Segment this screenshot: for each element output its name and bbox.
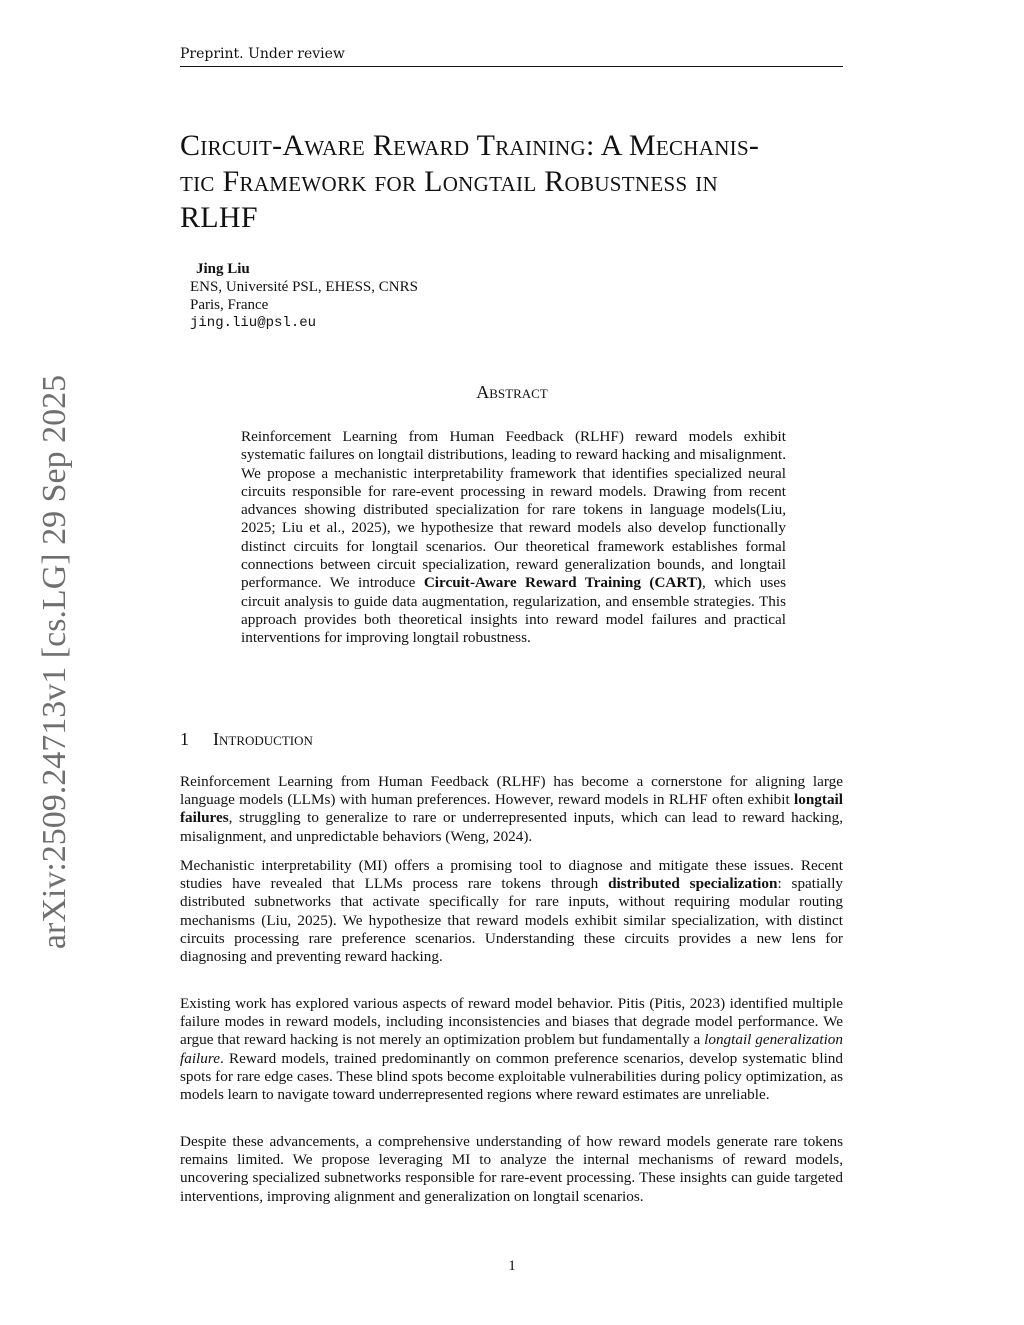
intro-p3-text-a: Existing work has explored various aspects of reward model behavior. Pitis (Pitis, 2023) identified multiple failure modes in reward models, including inconsistencies and biases that degrade model performance. We argue that reward hacking is not merely an optimization problem but fundamentally a <box>180 995 843 1049</box>
author-affiliation: ENS, Université PSL, EHESS, CNRS <box>190 279 418 295</box>
intro-p1-text-a: Reinforcement Learning from Human Feedback (RLHF) has become a cornerstone for aligning large language models (LLMs) with human preferences. However, reward models in RLHF often exhibit <box>180 773 843 809</box>
intro-paragraph-4: Despite these advancements, a comprehensive understanding of how reward models generate rare tokens remains limited. We propose leveraging MI to analyze the internal mechanisms of reward models, uncovering specialized subnetworks responsible for rare-event processing. These insights can guide targeted interventions, improving alignment and generalization on longtail scenarios. <box>180 1133 843 1205</box>
page-number: 1 <box>508 1258 516 1274</box>
author-block <box>190 260 418 332</box>
abstract-text-part-2: , which uses circuit analysis to guide data augmentation, regularization, and ensemble strategies. This approach provides both theoretical insights into reward model failures and practical interventions for improving longtail robustness. <box>241 574 786 647</box>
intro-paragraph-1 <box>180 773 843 846</box>
section-title: Introduction <box>213 729 313 749</box>
intro-p1-text-b: , struggling to generalize to rare or underrepresented inputs, which can lead to reward hacking, misalignment, and unpredictable behaviors (Weng, 2024). <box>180 809 843 845</box>
abstract-body <box>241 428 786 648</box>
intro-paragraph-3 <box>180 995 843 1104</box>
running-header: Preprint. Under review <box>180 45 843 67</box>
intro-paragraph-2 <box>180 857 843 966</box>
section-heading-introduction <box>180 728 313 750</box>
intro-p3-text-b: . Reward models, trained predominantly on common preference scenarios, develop systematic blind spots for rare edge cases. These blind spots become exploitable vulnerabilities during policy optimization, as models learn to navigate toward underrepresented regions where reward estimates are unreliable. <box>180 1049 843 1104</box>
author-email: jing.liu@psl.eu <box>190 315 317 331</box>
abstract-heading: Abstract <box>476 382 548 402</box>
intro-p2-bold: distributed specialization <box>608 875 778 893</box>
intro-p1-bold: longtail failures <box>180 791 843 827</box>
paper-title-line-1: Circuit-Aware Reward Training: A Mechanis- <box>180 129 760 162</box>
paper-title-line-3: RLHF <box>180 201 258 234</box>
abstract-method-name: Circuit-Aware Reward Training (CART) <box>423 574 703 592</box>
arxiv-identifier-stamp: arXiv:2509.24713v1 [cs.LG] 29 Sep 2025 <box>36 374 73 950</box>
intro-p2-text-a: Mechanistic interpretability (MI) offers a promising tool to diagnose and mitigate these issues. Recent studies have revealed that LLMs process rare tokens through <box>180 857 843 893</box>
section-number: 1 <box>180 729 189 749</box>
author-location: Paris, France <box>190 297 269 313</box>
paper-title-line-2: tic Framework for Longtail Robustness in <box>180 165 719 198</box>
intro-p3-italic: longtail generalization failure <box>180 1031 843 1067</box>
intro-p2-text-b: : spatially distributed subnetworks that activate specifically for rare inputs, without requiring modular routing mechanisms (Liu, 2025). We hypothesize that reward models exhibit similar specialization, with distinct circuits processing rare preference scenarios. Understanding these circuits provides a new lens for diagnosing and preventing reward hacking. <box>180 875 844 966</box>
abstract-text-part-1: Reinforcement Learning from Human Feedback (RLHF) reward models exhibit systematic failures on longtail distributions, leading to reward hacking and misalignment. We propose a mechanistic interpretability framework that identifies specialized neural circuits responsible for rare-event processing in reward models. Drawing from recent advances showing distributed specialization for rare tokens in language models(Liu, 2025; Liu et al., 2025), we hypothesize that reward models also develop functionally distinct circuits for longtail scenarios. Our theoretical framework establishes formal connections between circuit specialization, reward generalization bounds, and longtail performance. We introduce <box>241 428 786 592</box>
author-name: Jing Liu <box>196 261 250 277</box>
paper-title <box>180 128 850 236</box>
